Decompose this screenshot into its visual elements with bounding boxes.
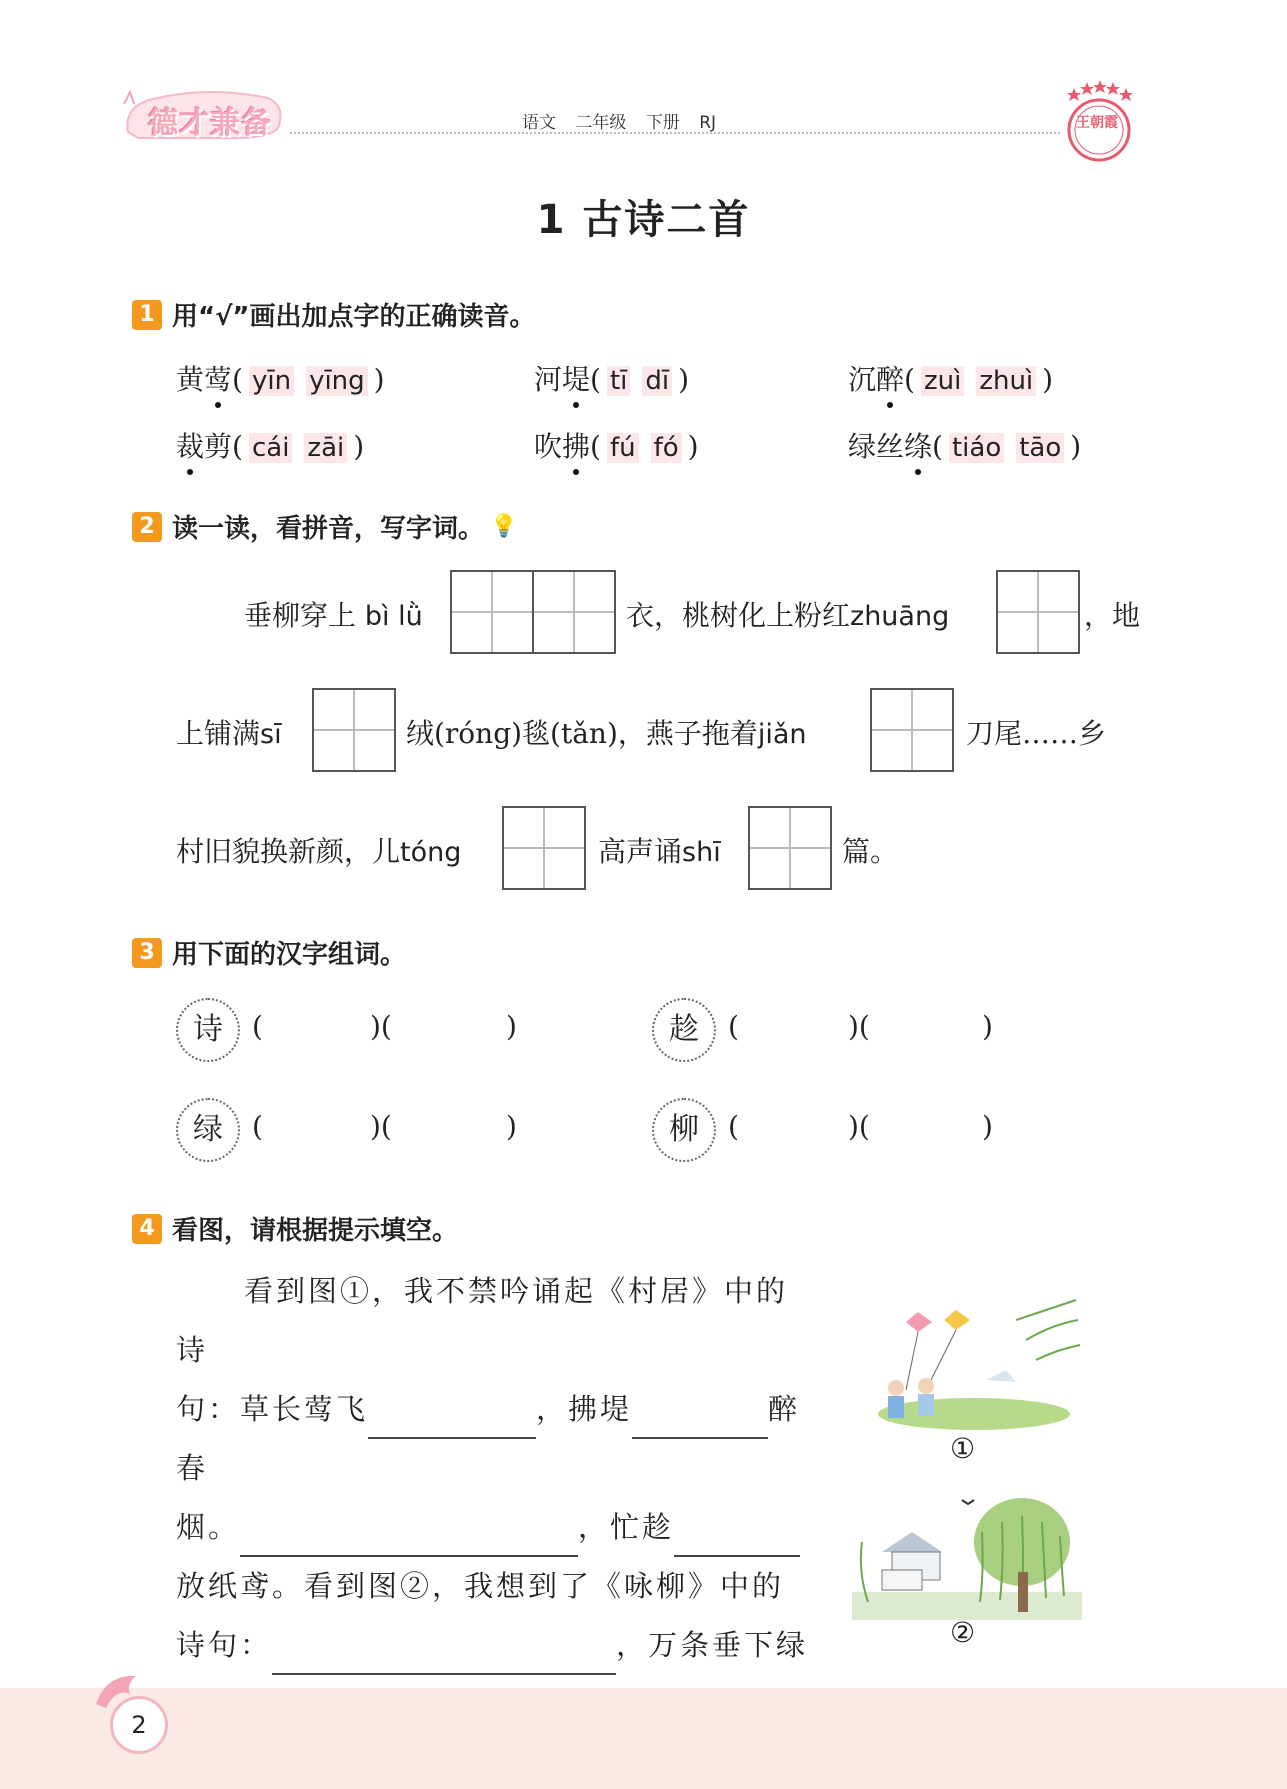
q1-item-dotted-char: 醉 (876, 358, 904, 398)
q1-option-a[interactable]: zuì (921, 366, 964, 396)
q4-line (176, 1616, 816, 1675)
page-title: 1 古诗二首 (536, 197, 751, 243)
q2-line-1b (626, 594, 949, 634)
q3-char: 绿 (176, 1098, 240, 1162)
q1-item-dotted-char: 裁 (176, 425, 204, 465)
q1-item-char: 剪 (204, 430, 233, 463)
q4-number: 4 (132, 1214, 162, 1244)
q2-line-1a (244, 594, 423, 634)
q1-option-b[interactable]: zāi (304, 433, 347, 463)
q1-item: 河堤( tī dī ) (534, 358, 689, 398)
footer-band (0, 1688, 1287, 1789)
paren-mid: )( (370, 1010, 392, 1043)
q1-heading (132, 296, 536, 333)
q3-number: 3 (132, 938, 162, 968)
paren-mid: )( (848, 1010, 870, 1043)
q2-text: 衣，桃树化上粉红 (626, 599, 851, 632)
q3-char: 趁 (652, 998, 716, 1062)
q1-option-b[interactable]: yīng (306, 366, 368, 396)
q1-option-b[interactable]: tāo (1016, 433, 1064, 463)
willow-tree-illustration (852, 1492, 1082, 1620)
q2-pinyin: tóng (400, 837, 462, 868)
page-number: 2 (110, 1696, 168, 1754)
q4-line (176, 1498, 816, 1557)
q1-item-char: 沉 (848, 363, 877, 396)
q2-text: 上铺满 (176, 717, 261, 750)
paren-open: ( (252, 1110, 263, 1143)
answer-blank[interactable] (632, 1437, 768, 1439)
q1-item-char: 黄 (176, 363, 205, 396)
q1-option-b[interactable]: fó (651, 433, 682, 463)
q1-item-dotted-char: 绦 (904, 425, 932, 465)
q1-option-b[interactable]: zhuì (976, 366, 1036, 396)
q1-item: 沉醉( zuì zhuì ) (848, 358, 1053, 398)
header-edition: RJ (699, 113, 717, 133)
q1-instruction: 用“√”画出加点字的正确读音。 (172, 302, 536, 332)
header-volume: 下册 (645, 113, 680, 133)
figure-2-label: ② (950, 1616, 976, 1649)
q2-text: 垂柳穿上 (244, 599, 357, 632)
q2-pinyin: zhuāng (850, 601, 950, 632)
q4-text: 醉春 (176, 1392, 801, 1485)
q2-text: 村旧貌换新颜，儿 (176, 835, 401, 868)
q2-line-3a (176, 830, 461, 870)
q1-number: 1 (132, 300, 162, 330)
writing-box[interactable] (450, 570, 534, 654)
q4-line (176, 1380, 816, 1498)
q1-item-char: 绿丝 (848, 430, 905, 463)
q1-item-char: 河 (534, 363, 563, 396)
q1-item: 裁剪( cái zāi ) (176, 425, 364, 465)
lightbulb-icon: 💡 (490, 514, 518, 539)
paren-close: ) (982, 1010, 993, 1043)
writing-box[interactable] (532, 570, 616, 654)
brand-name: 德才兼备 (148, 106, 272, 141)
q3-instruction: 用下面的汉字组词。 (172, 940, 407, 970)
q4-text: 句：草长莺飞 (176, 1392, 369, 1426)
q2-text: 绒(róng)毯(tǎn)，燕子拖着 (406, 717, 758, 750)
q2-pinyin: sī (260, 719, 282, 750)
writing-box[interactable] (748, 806, 832, 890)
q2-pinyin: jiǎn (757, 719, 807, 750)
paren-mid: )( (848, 1110, 870, 1143)
q2-line-2a (176, 712, 282, 752)
q4-text: ，拂堤 (536, 1392, 633, 1426)
figure-1-label: ① (950, 1432, 976, 1465)
q1-option-a[interactable]: fú (607, 433, 639, 463)
header-subject: 语文 (522, 113, 556, 133)
q1-item-char: 吹 (534, 430, 563, 463)
paren-open: ( (252, 1010, 263, 1043)
q1-option-a[interactable]: tiáo (949, 433, 1004, 463)
q1-item: 绿丝绦( tiáo tāo ) (848, 425, 1081, 465)
q3-char: 诗 (176, 998, 240, 1062)
answer-blank[interactable] (368, 1437, 536, 1439)
q2-pinyin: shī (682, 837, 721, 868)
paren-mid: )( (370, 1110, 392, 1143)
writing-box[interactable] (870, 688, 954, 772)
paren-close: ) (982, 1110, 993, 1143)
q4-line: 放纸鸢。看到图②，我想到了《咏柳》中的 (176, 1569, 785, 1603)
answer-blank[interactable] (272, 1673, 616, 1675)
q1-item-dotted-char: 堤 (562, 358, 590, 398)
header-info (522, 108, 716, 133)
q4-paragraph (176, 1262, 816, 1734)
q1-item-dotted-char: 拂 (562, 425, 590, 465)
q2-line-3c: 篇。 (842, 835, 899, 868)
writing-box[interactable] (502, 806, 586, 890)
q2-line-2c: 刀尾……乡 (966, 717, 1107, 750)
paren-close: ) (506, 1010, 517, 1043)
kite-flying-illustration (866, 1290, 1082, 1438)
q2-line-2b (406, 712, 807, 752)
q1-option-a[interactable]: cái (249, 433, 292, 463)
q1-item: 吹拂( fú fó ) (534, 425, 699, 465)
seal-name: 王朝霞 (1076, 115, 1118, 131)
q4-text: ，忙趁 (578, 1510, 675, 1544)
q1-item-dotted-char: 莺 (204, 358, 232, 398)
q1-option-a[interactable]: tī (607, 366, 630, 396)
q4-heading (132, 1210, 458, 1247)
q3-heading (132, 934, 406, 971)
paren-close: ) (506, 1110, 517, 1143)
paren-open: ( (728, 1010, 739, 1043)
q4-line: 看到图①，我不禁吟诵起《村居》中的诗 (176, 1274, 789, 1367)
q4-instruction: 看图，请根据提示填空。 (172, 1216, 459, 1246)
q1-item: 黄莺( yīn yīng ) (176, 358, 385, 398)
header-grade: 二年级 (575, 113, 627, 133)
q2-line-1c: ，地 (1084, 599, 1141, 632)
writing-box[interactable] (312, 688, 396, 772)
q2-text: 高声诵 (598, 835, 683, 868)
q2-heading (132, 508, 517, 545)
q2-number: 2 (132, 512, 162, 542)
q2-pinyin: bì lǜ (364, 601, 423, 632)
q4-text: 烟。 (176, 1510, 241, 1544)
q2-line-3b (598, 830, 721, 870)
writing-box[interactable] (996, 570, 1080, 654)
paren-open: ( (728, 1110, 739, 1143)
q4-text: ，万条垂下绿 (616, 1628, 809, 1662)
q1-option-b[interactable]: dī (642, 366, 672, 396)
q2-instruction: 读一读，看拼音，写字词。 (172, 514, 485, 544)
q4-text: 诗句： (176, 1628, 273, 1662)
q3-char: 柳 (652, 1098, 716, 1162)
q1-option-a[interactable]: yīn (249, 366, 294, 396)
